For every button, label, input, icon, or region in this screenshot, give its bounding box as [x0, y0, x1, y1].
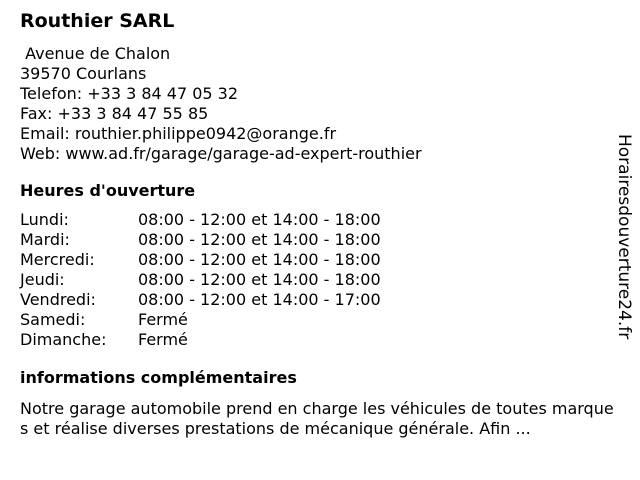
hours-row-thursday — [20, 270, 610, 290]
additional-info-text: Notre garage automobile prend en charge les véhicules de toutes marques et réalise diverses prestations de mécanique générale. Afin ... — [20, 399, 614, 438]
fax-number: Fax: +33 3 84 47 55 85 — [20, 104, 209, 123]
phone-number: Telefon: +33 3 84 47 05 32 — [20, 84, 239, 103]
company-name: Routhier SARL — [20, 10, 175, 32]
opening-hours-title: Heures d'ouverture — [20, 181, 196, 200]
hours-row-saturday — [20, 310, 610, 330]
day-label: Mercredi: — [20, 250, 95, 269]
street-address: Avenue de Chalon — [20, 44, 171, 63]
day-label: Jeudi: — [20, 270, 65, 289]
day-label: Mardi: — [20, 230, 70, 249]
time-range: Fermé — [138, 330, 188, 349]
day-label: Samedi: — [20, 310, 86, 329]
hours-row-friday — [20, 290, 610, 310]
day-label: Lundi: — [20, 210, 69, 229]
day-label: Dimanche: — [20, 330, 107, 349]
hours-row-wednesday — [20, 250, 610, 270]
contact-block — [20, 44, 610, 164]
additional-info-title: informations complémentaires — [20, 368, 297, 387]
business-card — [20, 8, 614, 439]
time-range: 08:00 - 12:00 et 14:00 - 18:00 — [138, 250, 381, 269]
hours-row-sunday — [20, 330, 610, 350]
website-url: Web: www.ad.fr/garage/garage-ad-expert-routhier — [20, 144, 422, 163]
watermark-text: Horairesdouverture24.fr — [614, 134, 634, 340]
city-postcode: 39570 Courlans — [20, 64, 147, 83]
hours-row-tuesday — [20, 230, 610, 250]
time-range: 08:00 - 12:00 et 14:00 - 18:00 — [138, 270, 381, 289]
email-address: Email: routhier.philippe0942@orange.fr — [20, 124, 337, 143]
time-range: Fermé — [138, 310, 188, 329]
time-range: 08:00 - 12:00 et 14:00 - 17:00 — [138, 290, 381, 309]
day-label: Vendredi: — [20, 290, 96, 309]
time-range: 08:00 - 12:00 et 14:00 - 18:00 — [138, 210, 381, 229]
time-range: 08:00 - 12:00 et 14:00 - 18:00 — [138, 230, 381, 249]
opening-hours-table — [20, 210, 610, 350]
hours-row-monday — [20, 210, 610, 230]
